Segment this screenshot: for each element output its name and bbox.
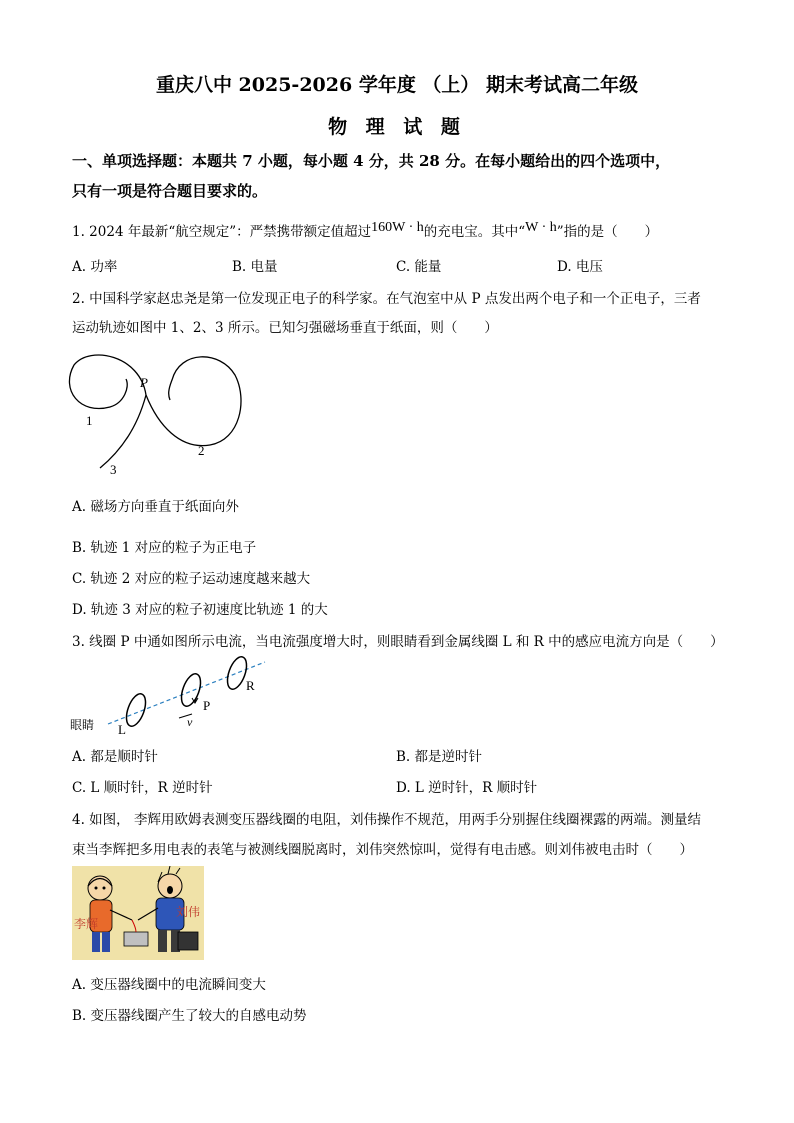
label-r: R bbox=[246, 678, 255, 693]
q4-option-a: A. 变压器线圈中的电流瞬间变大 bbox=[72, 977, 266, 993]
question-1-stem bbox=[72, 220, 658, 241]
q3-option-c: C. L 顺时针，R 逆时针 bbox=[72, 780, 213, 796]
q3-option-b: B. 都是逆时针 bbox=[396, 749, 483, 765]
particle-tracks-figure bbox=[60, 345, 260, 480]
q3-option-a: A. 都是顺时针 bbox=[72, 749, 158, 765]
q1-unit-b: W · h bbox=[525, 220, 557, 235]
coil-p bbox=[178, 671, 205, 708]
label-3: 3 bbox=[110, 462, 117, 477]
track-2 bbox=[146, 357, 241, 446]
question-2-line1: 2. 中国科学家赵忠尧是第一位发现正电子的科学家。在气泡室中从 P 点发出两个电子和一个正电子，三者 bbox=[72, 291, 701, 307]
label-eye: 眼睛 bbox=[70, 718, 95, 732]
section-heading-line1: 一、单项选择题：本题共 7 小题，每小题 4 分，共 28 分。在每小题给出的四个选项中， bbox=[72, 152, 671, 170]
exam-title: 重庆八中 2025-2026 学年度 （上） 期末考试高二年级 bbox=[155, 74, 639, 96]
question-3-line1: 3. 线圈 P 中通如图所示电流，当电流强度增大时，则眼睛看到金属线圈 L 和 R 中的感应电流方向是（ ） bbox=[72, 634, 724, 650]
q1-option-d: D. 电压 bbox=[557, 259, 603, 275]
q1-option-b: B. 电量 bbox=[232, 259, 278, 275]
q4-option-b: B. 变压器线圈产生了较大的自感电动势 bbox=[72, 1008, 307, 1024]
label-v: v bbox=[187, 715, 193, 729]
label-2: 2 bbox=[198, 443, 205, 458]
q1-text-a: 1. 2024 年最新“航空规定”：严禁携带额定值超过 bbox=[72, 224, 372, 240]
section-heading-line2: 只有一项是符合题目要求的。 bbox=[72, 182, 268, 200]
q3-option-d: D. L 逆时针，R 顺时针 bbox=[396, 780, 538, 796]
q1-option-a: A. 功率 bbox=[72, 259, 118, 275]
q1-text-b: 的充电宝。其中“ bbox=[423, 224, 526, 240]
label-lihui: 李辉 bbox=[74, 917, 99, 931]
coils-figure bbox=[70, 652, 280, 742]
cartoon-figure bbox=[72, 866, 204, 960]
track-1 bbox=[69, 355, 146, 409]
q2-option-d: D. 轨迹 3 对应的粒子初速度比轨迹 1 的大 bbox=[72, 602, 328, 618]
question-2-line2: 运动轨迹如图中 1、2、3 所示。已知匀强磁场垂直于纸面，则（ ） bbox=[72, 320, 498, 336]
q2-option-b: B. 轨迹 1 对应的粒子为正电子 bbox=[72, 540, 257, 556]
question-4-line2: 束当李辉把多用电表的表笔与被测线圈脱离时，刘伟突然惊叫，觉得有电击感。则刘伟被电击时（ ） bbox=[72, 842, 693, 858]
q1-unit-a: 160W · h bbox=[371, 220, 424, 235]
q1-text-c: ”指的是（ ） bbox=[556, 224, 659, 240]
track-3 bbox=[100, 395, 146, 468]
label-liuwei: 刘伟 bbox=[176, 905, 201, 919]
label-l: L bbox=[118, 722, 126, 737]
label-1: 1 bbox=[86, 413, 93, 428]
coil-l bbox=[123, 691, 150, 728]
question-4-line1: 4. 如图， 李辉用欧姆表测变压器线圈的电阻，刘伟操作不规范，用两手分别握住线圈裸露的两端。测量结 bbox=[72, 812, 701, 828]
q2-option-a: A. 磁场方向垂直于纸面向外 bbox=[72, 499, 239, 515]
q2-option-c: C. 轨迹 2 对应的粒子运动速度越来越大 bbox=[72, 571, 311, 587]
label-p3: P bbox=[203, 698, 211, 713]
subject-title: 物 理 试 题 bbox=[328, 116, 466, 138]
label-p: P bbox=[140, 375, 148, 390]
q1-option-c: C. 能量 bbox=[396, 259, 442, 275]
